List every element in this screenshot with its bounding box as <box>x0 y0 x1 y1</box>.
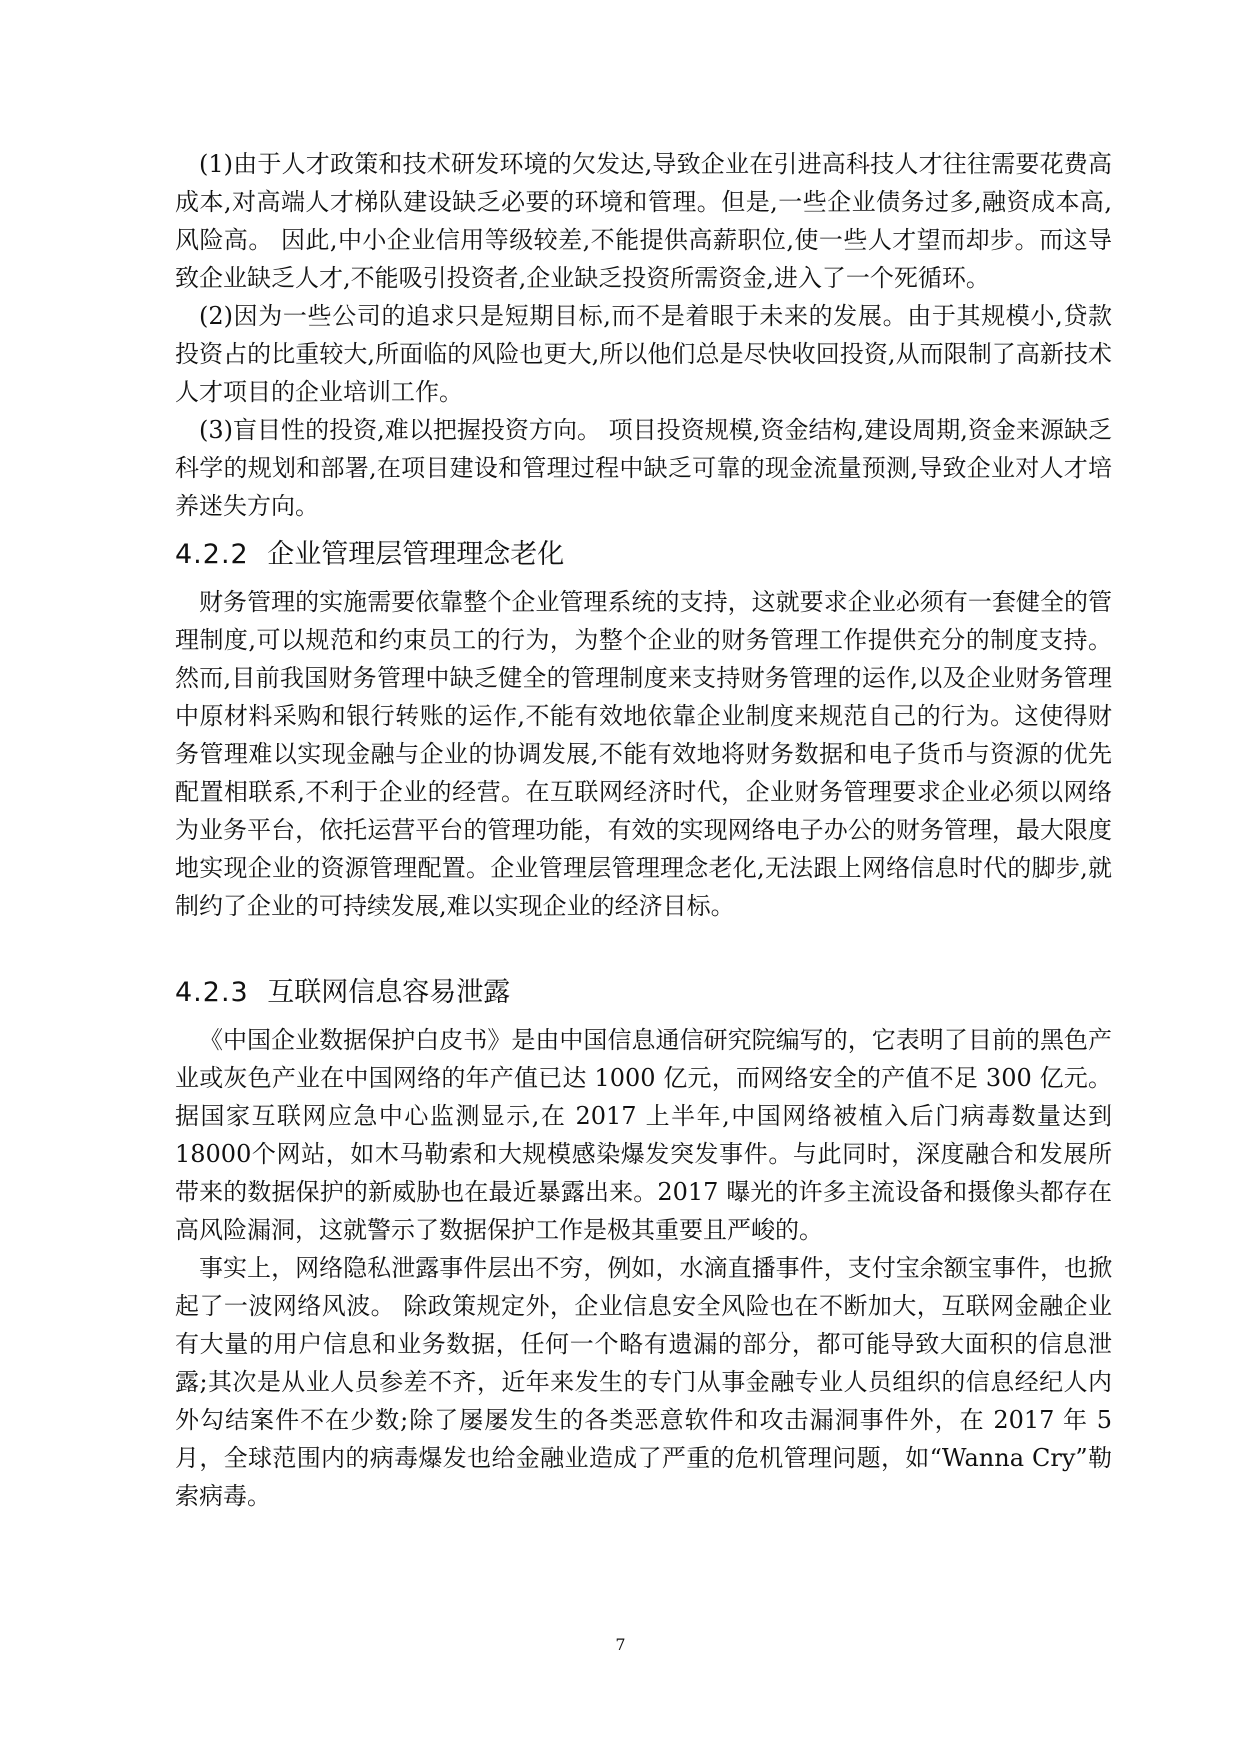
section-number: 4.2.3 <box>175 977 249 1008</box>
paragraph-4-2-3-1: 《中国企业数据保护白皮书》是由中国信息通信研究院编写的，它表明了目前的黑色产业或灰色产业在中国网络的年产值已达 1000 亿元，而网络安全的产值不足 300 亿元。据国家互联网应急中心监测显示,在 2017 上半年,中国网络被植入后门病毒数量达到 18000个网站，如木马勒索和大规模感染爆发突发事件。与此同时，深度融合和发展所带来的数据保护的新威胁也在最近暴露出来。2017 曝光的许多主流设备和摄像头都存在高风险漏洞，这就警示了数据保护工作是极其重要且严峻的。 <box>175 1026 1112 1244</box>
section-number: 4.2.2 <box>175 539 249 570</box>
paragraph-item-3: (3)盲目性的投资,难以把握投资方向。 项目投资规模,资金结构,建设周期,资金来源缺乏科学的规划和部署,在项目建设和管理过程中缺乏可靠的现金流量预测,导致企业对人才培养迷失方向。 <box>175 416 1112 520</box>
page-body <box>175 145 1112 1515</box>
paragraph-item-2: (2)因为一些公司的追求只是短期目标,而不是着眼于未来的发展。由于其规模小,贷款投资占的比重较大,所面临的风险也更大,所以他们总是尽快收回投资,从而限制了高新技术人才项目的企业培训工作。 <box>175 302 1112 406</box>
paragraph-item-1: (1)由于人才政策和技术研发环境的欠发达,导致企业在引进高科技人才往往需要花费高成本,对高端人才梯队建设缺乏必要的环境和管理。但是,一些企业债务过多,融资成本高,风险高。 因此,中小企业信用等级较差,不能提供高薪职位,使一些人才望而却步。而这导致企业缺乏人才,不能吸引投资者,企业缺乏投资所需资金,进入了一个死循环。 <box>175 150 1112 292</box>
section-title: 互联网信息容易泄露 <box>267 977 511 1008</box>
section-heading-4-2-3 <box>175 971 1112 1015</box>
section-heading-4-2-2 <box>175 533 1112 577</box>
paragraph-4-2-3-2: 事实上，网络隐私泄露事件层出不穷，例如，水滴直播事件，支付宝余额宝事件，也掀起了一波网络风波。 除政策规定外，企业信息安全风险也在不断加大，互联网金融企业有大量的用户信息和业务数据，任何一个略有遗漏的部分，都可能导致大面积的信息泄露;其次是从业人员参差不齐，近年来发生的专门从事金融专业人员组织的信息经纪人内外勾结案件不在少数;除了屡屡发生的各类恶意软件和攻击漏洞事件外，在 2017 年 5 月，全球范围内的病毒爆发也给金融业造成了严重的危机管理问题，如“Wanna Cry”勒索病毒。 <box>175 1254 1112 1510</box>
page-number: 7 <box>615 1635 626 1654</box>
paragraph-4-2-2-1: 财务管理的实施需要依靠整个企业管理系统的支持，这就要求企业必须有一套健全的管理制度,可以规范和约束员工的行为，为整个企业的财务管理工作提供充分的制度支持。然而,目前我国财务管理中缺乏健全的管理制度来支持财务管理的运作,以及企业财务管理中原材料采购和银行转账的运作,不能有效地依靠企业制度来规范自己的行为。这使得财务管理难以实现金融与企业的协调发展,不能有效地将财务数据和电子货币与资源的优先配置相联系,不利于企业的经营。在互联网经济时代，企业财务管理要求企业必须以网络为业务平台，依托运营平台的管理功能，有效的实现网络电子办公的财务管理，最大限度地实现企业的资源管理配置。企业管理层管理理念老化,无法跟上网络信息时代的脚步,就制约了企业的可持续发展,难以实现企业的经济目标。 <box>175 588 1112 920</box>
section-title: 企业管理层管理理念老化 <box>267 539 565 570</box>
